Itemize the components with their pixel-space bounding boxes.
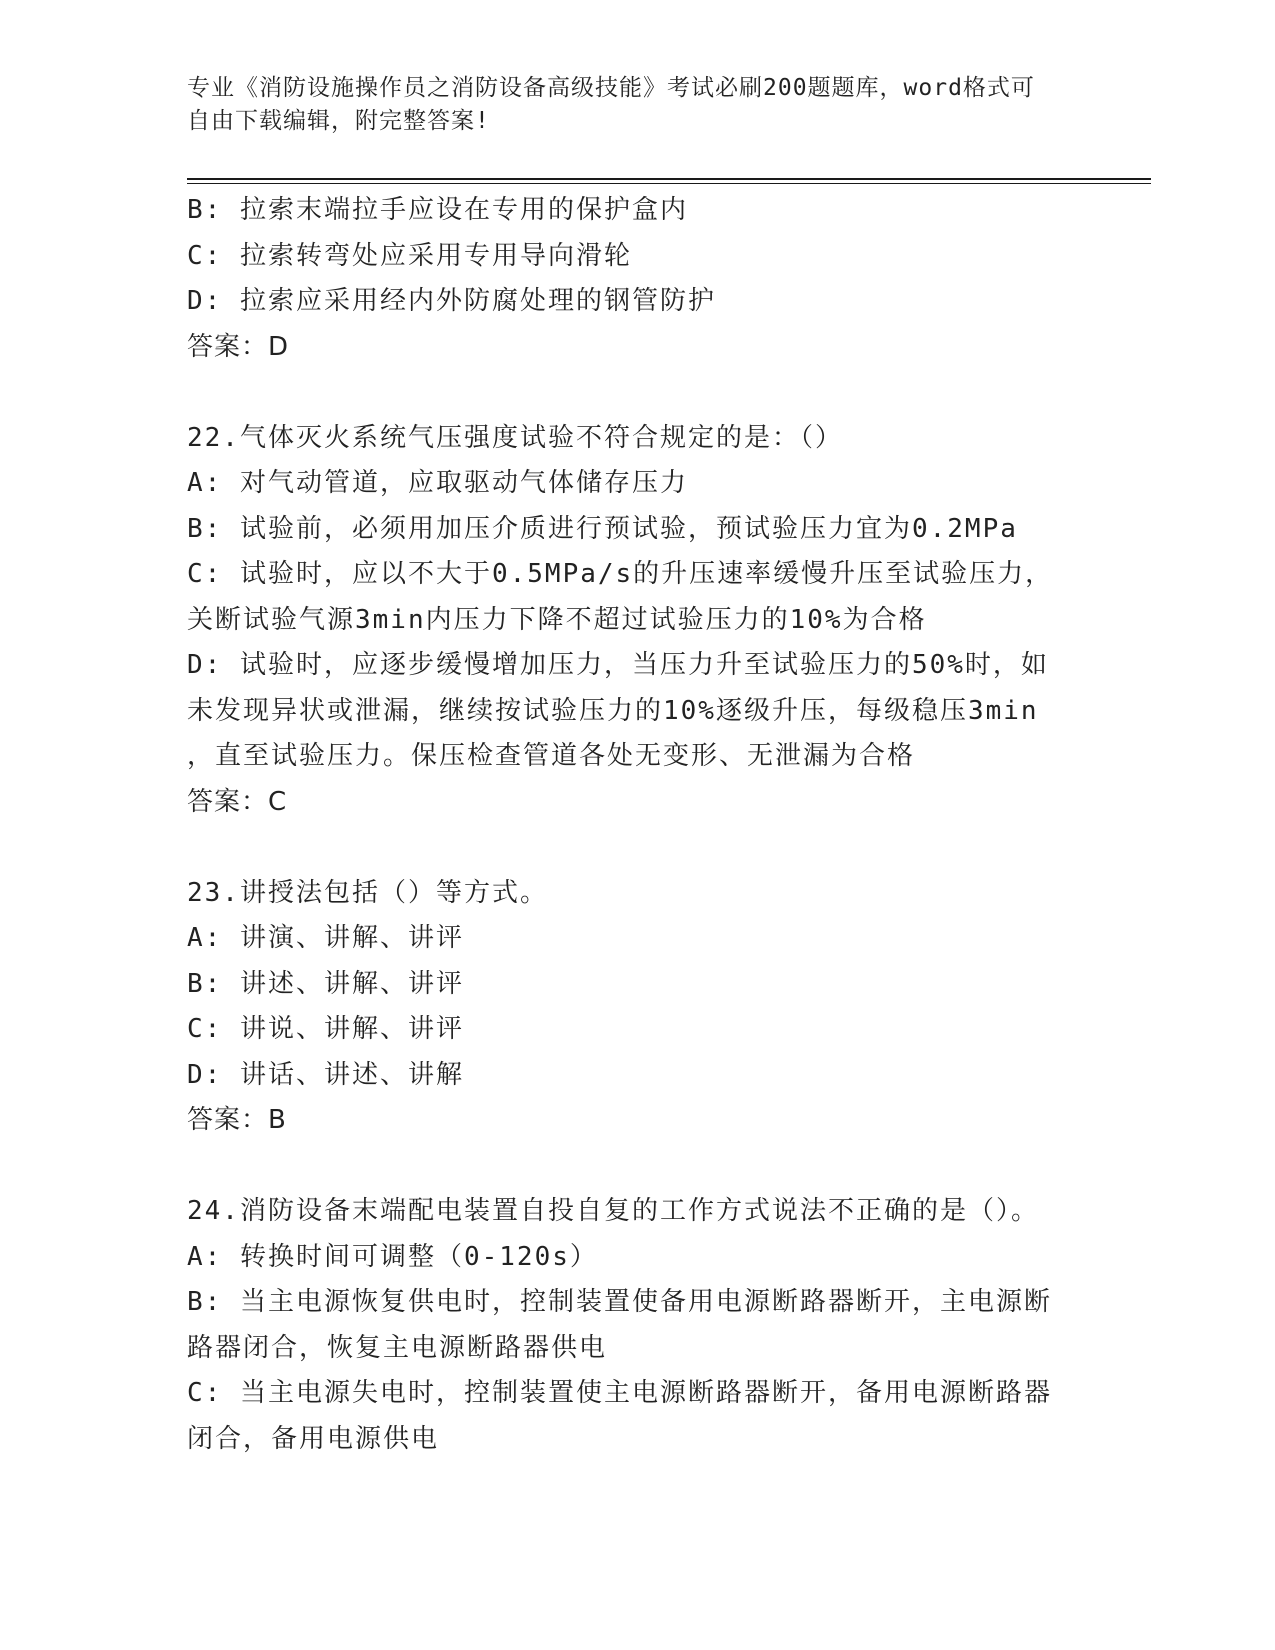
spacer (187, 1144, 1087, 1190)
question-24 (187, 1189, 1087, 1462)
spacer (187, 370, 1087, 416)
option-b: B: 试验前，必须用加压介质进行预试验，预试验压力宜为0.2MPa (187, 513, 1018, 544)
question-23 (187, 871, 1087, 1144)
question-text: 23.讲授法包括（）等方式。 (187, 877, 548, 908)
option-d-continued-2: ，直至试验压力。保压检查管道各处无变形、无泄漏为合格 (187, 741, 916, 771)
answer: 答案：B (187, 1105, 287, 1135)
question-text: 24.消防设备末端配电装置自投自复的工作方式说法不正确的是（）。 (187, 1196, 1039, 1226)
option-b: B: 讲述、讲解、讲评 (187, 968, 464, 999)
option-b: B: 拉索末端拉手应设在专用的保护盒内 (187, 195, 688, 225)
spacer (187, 825, 1087, 871)
option-c-continued: 关断试验气源3min内压力下降不超过试验压力的10%为合格 (187, 604, 927, 635)
question-22 (187, 416, 1087, 826)
option-c: C: 当主电源失电时，控制装置使主电源断路器断开，备用电源断路器 (187, 1378, 1052, 1408)
option-b-continued: 路器闭合，恢复主电源断路器供电 (187, 1332, 608, 1363)
option-c: C: 讲说、讲解、讲评 (187, 1014, 464, 1044)
answer: 答案：C (187, 786, 288, 817)
question-21-tail (187, 188, 1087, 370)
option-a: A: 讲演、讲解、讲评 (187, 923, 464, 953)
header-line-1: 专业《消防设施操作员之消防设备高级技能》考试必刷200题题库，word格式可 (187, 75, 1035, 101)
option-c-continued: 闭合，备用电源供电 (187, 1423, 440, 1454)
option-d: D: 讲话、讲述、讲解 (187, 1059, 464, 1090)
header-divider-thin (187, 183, 1151, 184)
option-c: C: 拉索转弯处应采用专用导向滑轮 (187, 240, 632, 271)
option-d: D: 拉索应采用经内外防腐处理的钢管防护 (187, 286, 716, 316)
option-d-continued: 未发现异状或泄漏，继续按试验压力的10%逐级升压，每级稳压3min (187, 695, 1039, 726)
answer: 答案：D (187, 331, 290, 362)
option-a: A: 转换时间可调整（0-120s） (187, 1241, 598, 1272)
option-d: D: 试验时，应逐步缓慢增加压力，当压力升至试验压力的50%时，如 (187, 650, 1049, 680)
document-body (187, 188, 1087, 1462)
header-divider-thick (187, 178, 1151, 180)
document-header (187, 72, 1067, 138)
option-c: C: 试验时，应以不大于0.5MPa/s的升压速率缓慢升压至试验压力， (187, 559, 1054, 589)
header-line-2: 自由下载编辑，附完整答案! (187, 108, 490, 134)
option-b: B: 当主电源恢复供电时，控制装置使备用电源断路器断开，主电源断 (187, 1287, 1052, 1317)
option-a: A: 对气动管道，应取驱动气体储存压力 (187, 468, 688, 498)
question-text: 22.气体灭火系统气压强度试验不符合规定的是：（） (187, 422, 843, 453)
